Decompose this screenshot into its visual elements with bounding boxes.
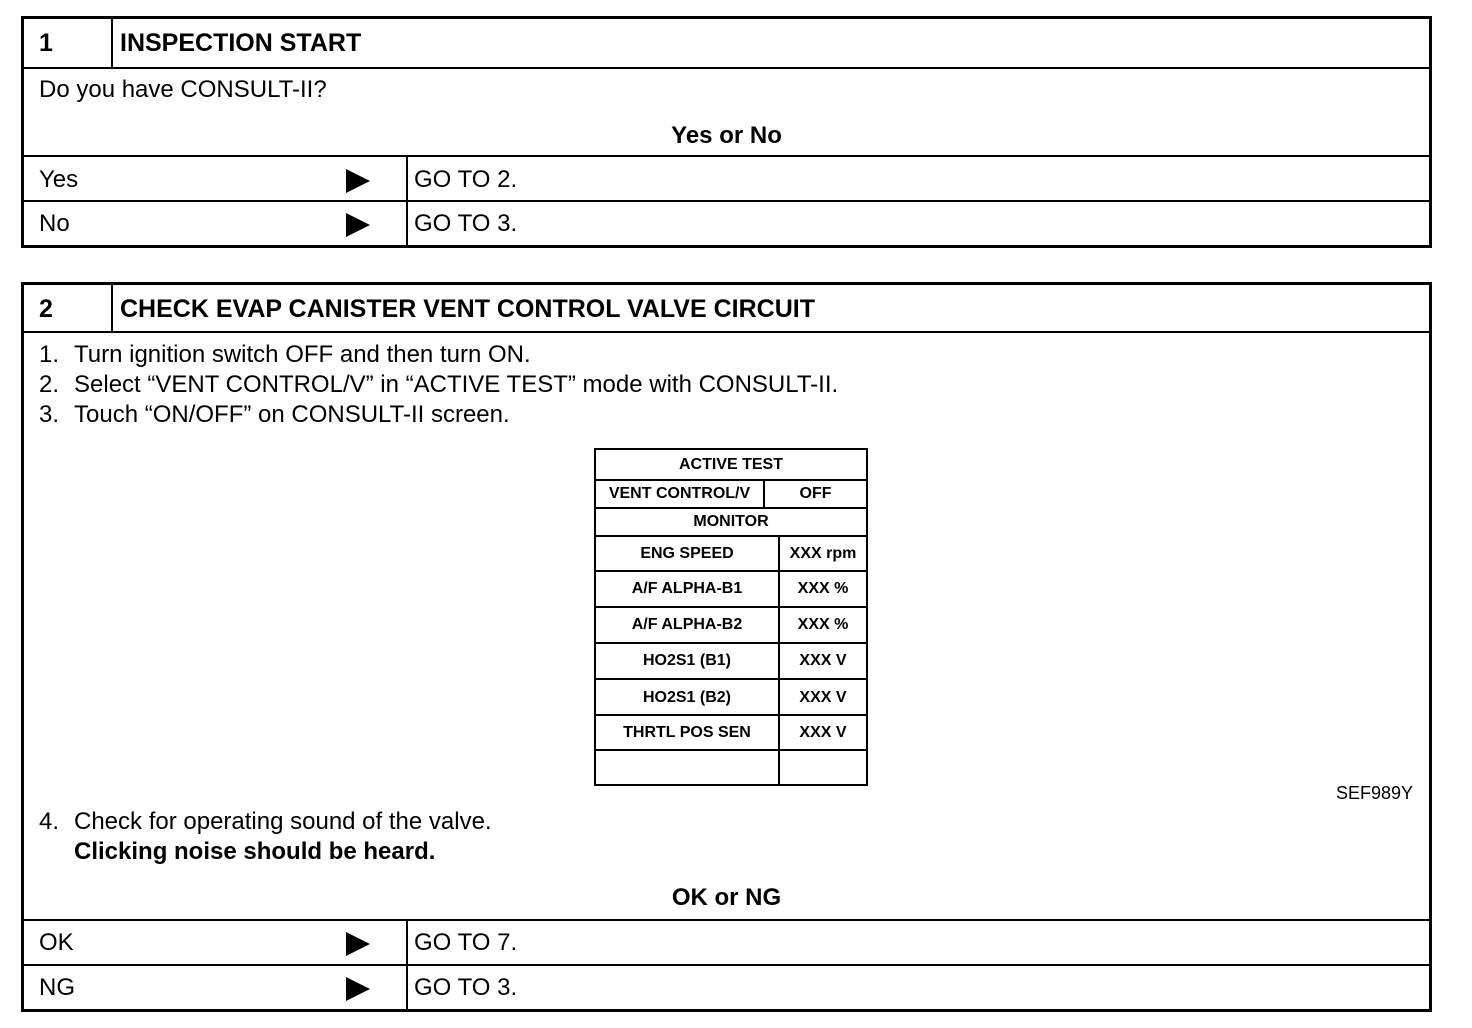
- outcome-action-yes[interactable]: GO TO 2.: [414, 166, 518, 193]
- divider: [778, 751, 780, 786]
- outcome-action-ng[interactable]: GO TO 3.: [414, 974, 518, 1001]
- monitor-row: [596, 714, 866, 751]
- monitor-row: [596, 678, 866, 716]
- step1-number-divider: [111, 19, 113, 67]
- arrow-right-icon: [346, 977, 370, 1001]
- arrow-right-icon: [346, 169, 370, 193]
- divider: [24, 964, 1429, 966]
- instruction-text: Check for operating sound of the valve.: [74, 808, 492, 835]
- monitor-header: MONITOR: [693, 513, 769, 530]
- monitor-row: [596, 535, 866, 572]
- outcome-action-no[interactable]: GO TO 3.: [414, 210, 518, 237]
- arrow-right-icon: [346, 932, 370, 956]
- step1-answer-prompt: Yes or No: [671, 122, 782, 149]
- screen-header: ACTIVE TEST: [678, 456, 783, 473]
- monitor-row: [596, 606, 866, 644]
- monitor-value: XXX %: [797, 580, 849, 597]
- divider: [24, 331, 1429, 333]
- outcome-label-ok: OK: [39, 929, 74, 956]
- outcome-action-ok[interactable]: GO TO 7.: [414, 929, 518, 956]
- test-item[interactable]: VENT CONTROL/V: [608, 485, 751, 502]
- divider: [24, 919, 1429, 921]
- divider: [24, 155, 1429, 157]
- instruction-text: Turn ignition switch OFF and then turn ON.: [74, 341, 531, 368]
- outcome-label-ng: NG: [39, 974, 75, 1001]
- divider: [24, 67, 1429, 69]
- monitor-row: [596, 642, 866, 680]
- instruction-text: Touch “ON/OFF” on CONSULT-II screen.: [74, 401, 510, 428]
- monitor-value: XXX V: [799, 652, 847, 669]
- figure-code: SEF989Y: [1335, 783, 1413, 803]
- monitor-item: HO2S1 (B1): [642, 652, 732, 669]
- screen-row-test: [596, 479, 866, 509]
- screen-row-monitor-header: [596, 507, 866, 537]
- step1-table: [21, 16, 1432, 248]
- arrow-right-icon: [346, 213, 370, 237]
- outcome-label-no: No: [39, 210, 70, 237]
- monitor-row: [596, 570, 866, 608]
- step1-number: 1: [39, 29, 53, 57]
- monitor-item: A/F ALPHA-B1: [631, 580, 743, 597]
- step1-question: Do you have CONSULT-II?: [39, 76, 327, 103]
- consult-screen: [594, 448, 868, 786]
- monitor-item: HO2S1 (B2): [642, 689, 732, 706]
- monitor-value: XXX rpm: [789, 545, 857, 562]
- instruction-number: 1.: [39, 341, 60, 368]
- monitor-value: XXX %: [797, 616, 849, 633]
- outcome-label-yes: Yes: [39, 166, 79, 193]
- test-value[interactable]: OFF: [799, 485, 832, 502]
- monitor-value: XXX V: [799, 689, 847, 706]
- instruction-number: 4.: [39, 808, 60, 835]
- divider: [24, 200, 1429, 202]
- step2-number: 2: [39, 295, 53, 323]
- step2-title: CHECK EVAP CANISTER VENT CONTROL VALVE CIRCUIT: [120, 295, 815, 323]
- expected-result: Clicking noise should be heard.: [74, 838, 436, 865]
- instruction-text: Select “VENT CONTROL/V” in “ACTIVE TEST” mode with CONSULT-II.: [74, 371, 839, 398]
- instruction-number: 3.: [39, 401, 60, 428]
- instruction-number: 2.: [39, 371, 60, 398]
- monitor-row-empty: [596, 749, 866, 786]
- step2-number-divider: [111, 285, 113, 331]
- step2-answer-prompt: OK or NG: [671, 884, 782, 911]
- monitor-item: THRTL POS SEN: [623, 724, 751, 741]
- monitor-item: A/F ALPHA-B2: [631, 616, 743, 633]
- monitor-value: XXX V: [799, 724, 847, 741]
- step1-title: INSPECTION START: [120, 29, 362, 57]
- monitor-item: ENG SPEED: [640, 545, 734, 562]
